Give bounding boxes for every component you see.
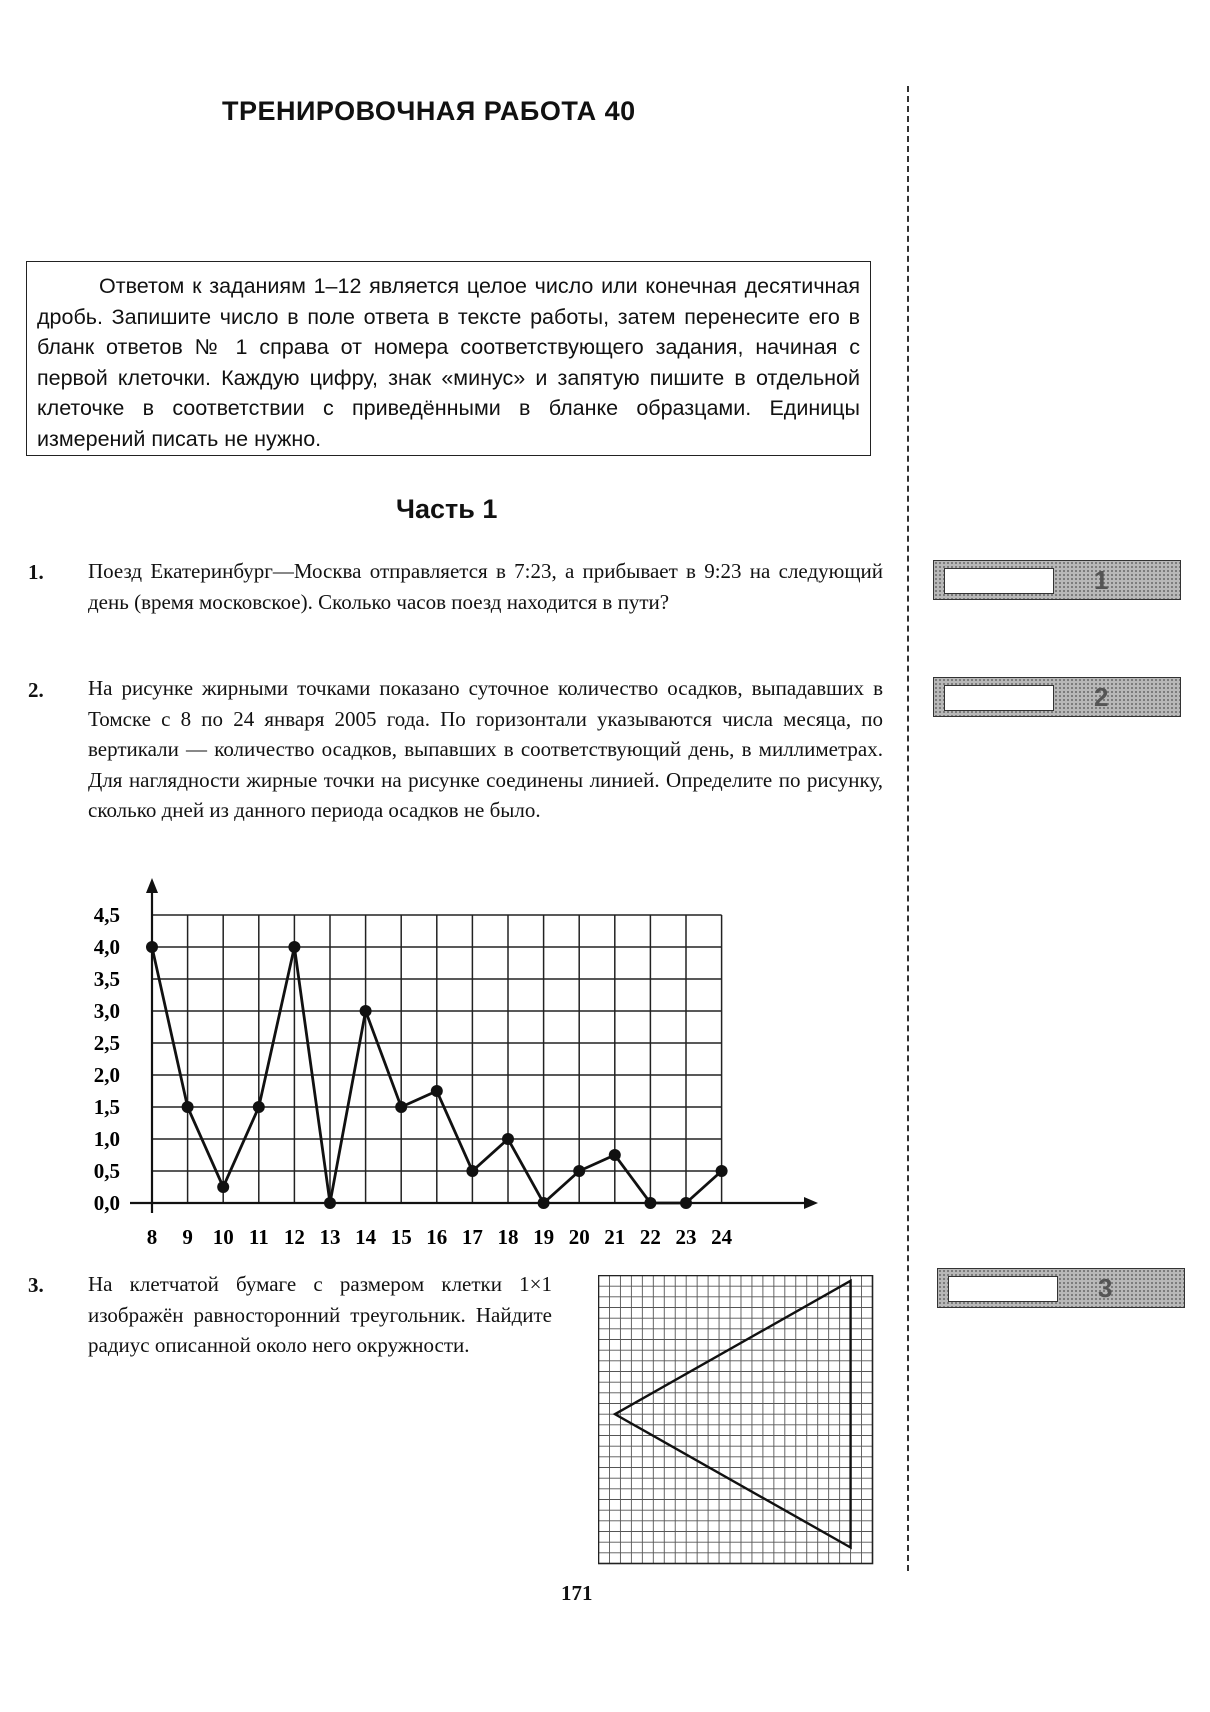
instructions-text: Ответом к заданиям 1–12 является целое число или конечная десятичная дробь. Запишите число в поле ответа в тексте работы, затем перенесите его в бланк ответов № 1 справа от номера соответствующего задания, начиная с первой клеточки. Каждую цифру, знак «минус» и запятую пишите в отдельной клеточке в соответствии с приведёнными в бланке образцами. Единицы измерений писать не нужно.	[37, 274, 860, 451]
x-tick-label: 8	[146, 1225, 158, 1249]
data-point-day-24	[716, 1165, 728, 1177]
task-text-2: На рисунке жирными точками показано суточное количество осадков, выпадавших в Томске с 8 по 24 января 2005 года. По горизонтали указываются числа месяца, по вертикали — количество осадков, выпавших в соответствующий день, в миллиметрах. Для наглядности жирные точки на рисунке соединены линией. Определите по рисунку, сколько дней из данного периода осадков не было.	[88, 676, 883, 822]
page-number: 171	[561, 1581, 593, 1605]
x-tick-label: 14	[355, 1225, 377, 1249]
x-tick-label: 19	[533, 1225, 555, 1249]
data-point-day-15	[395, 1101, 407, 1113]
y-tick-label: 4,5	[93, 903, 120, 927]
x-tick-label: 9	[182, 1225, 193, 1249]
answer-box-3	[937, 1268, 1185, 1308]
y-axis-arrow-icon	[146, 878, 158, 893]
y-tick-label: 2,0	[93, 1063, 120, 1087]
data-point-day-13	[324, 1197, 336, 1209]
y-tick-label: 3,0	[93, 999, 120, 1023]
x-tick-label: 12	[283, 1225, 305, 1249]
data-point-day-11	[253, 1101, 265, 1113]
data-point-day-23	[680, 1197, 692, 1209]
data-point-day-19	[538, 1197, 550, 1209]
x-axis-arrow-icon	[804, 1197, 818, 1209]
page-title: ТРЕНИРОВОЧНАЯ РАБОТА 40	[222, 96, 636, 126]
x-tick-label: 20	[568, 1225, 590, 1249]
answer-box-number-3: 3	[1098, 1273, 1113, 1303]
x-tick-label: 22	[639, 1225, 661, 1249]
x-tick-label: 17	[461, 1225, 483, 1249]
task-number-3: 3.	[28, 1273, 44, 1297]
y-tick-label: 0,5	[93, 1159, 120, 1183]
data-point-day-9	[182, 1101, 194, 1113]
task-text-3: На клетчатой бумаге с размером клетки 1×1 изображён равносторонний треугольник. Найдите радиус описанной около него окружности.	[88, 1272, 552, 1357]
data-point-day-12	[288, 941, 300, 953]
y-tick-label: 4,0	[93, 935, 120, 959]
x-tick-label: 23	[675, 1225, 697, 1249]
data-point-day-10	[217, 1181, 229, 1193]
data-point-day-18	[502, 1133, 514, 1145]
triangle-grid-border	[599, 1276, 873, 1564]
data-point-day-22	[644, 1197, 656, 1209]
part-title: Часть 1	[396, 494, 498, 524]
y-tick-label: 1,0	[93, 1127, 120, 1151]
y-tick-label: 0,0	[93, 1191, 120, 1215]
data-point-day-8	[146, 941, 158, 953]
data-point-day-16	[431, 1085, 443, 1097]
y-tick-label: 3,5	[93, 967, 120, 991]
task-number-1: 1.	[28, 560, 44, 584]
data-point-day-21	[609, 1149, 621, 1161]
task-number-2: 2.	[28, 678, 44, 702]
data-point-day-17	[466, 1165, 478, 1177]
triangle-grid-figure	[598, 1275, 874, 1565]
x-tick-label: 18	[497, 1225, 519, 1249]
answer-box-number-1: 1	[1094, 565, 1109, 595]
x-tick-label: 16	[426, 1225, 448, 1249]
answer-field-3[interactable]	[948, 1276, 1058, 1302]
x-tick-label: 21	[604, 1225, 626, 1249]
y-tick-label: 2,5	[93, 1031, 120, 1055]
x-tick-label: 24	[711, 1225, 733, 1249]
x-tick-label: 15	[390, 1225, 412, 1249]
x-tick-label: 10	[212, 1225, 234, 1249]
x-tick-label: 11	[248, 1225, 269, 1249]
y-tick-label: 1,5	[93, 1095, 120, 1119]
data-point-day-20	[573, 1165, 585, 1177]
data-point-day-14	[360, 1005, 372, 1017]
x-tick-label: 13	[319, 1225, 341, 1249]
task-text-1: Поезд Екатеринбург—Москва отправляется в 7:23, а прибывает в 9:23 на следующий день (время московское). Сколько часов поезд находится в пути?	[88, 559, 883, 614]
answer-box-number-2: 2	[1094, 682, 1109, 712]
